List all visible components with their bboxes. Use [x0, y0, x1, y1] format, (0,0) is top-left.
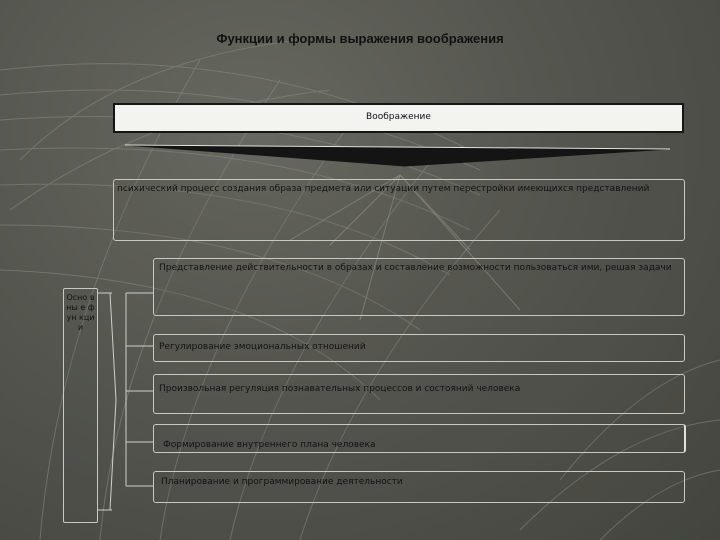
imagination-box: [113, 103, 684, 133]
function-box-planning: [153, 471, 685, 503]
main-functions-label: Осно вны е фун кции: [66, 293, 95, 332]
function-label: Представление действительности в образах и составление возможности пользоваться ими, решая задачи: [159, 263, 672, 273]
imagination-label: Воображение: [366, 112, 431, 122]
function-box-emotional-regulation: [153, 334, 685, 362]
function-box-cognitive-regulation: [153, 374, 685, 414]
function-label: Регулирование эмоциональных отношений: [159, 342, 366, 352]
definition-box: [113, 179, 685, 241]
definition-text: психический процесс создания образа предмета или ситуации путем перестройки имеющихся представлений: [117, 184, 650, 194]
function-box-representation: [153, 258, 685, 316]
main-functions-box: [63, 288, 98, 523]
function-label: Произвольная регуляция познавательных процессов и состояний человека: [159, 384, 521, 394]
function-label: Планирование и программирование деятельности: [161, 477, 403, 487]
function-label: Формирование внутреннего плана человека: [163, 440, 376, 450]
function-box-internal-plan: [153, 424, 686, 453]
page-title: Функции и формы выражения воображения: [216, 31, 504, 46]
